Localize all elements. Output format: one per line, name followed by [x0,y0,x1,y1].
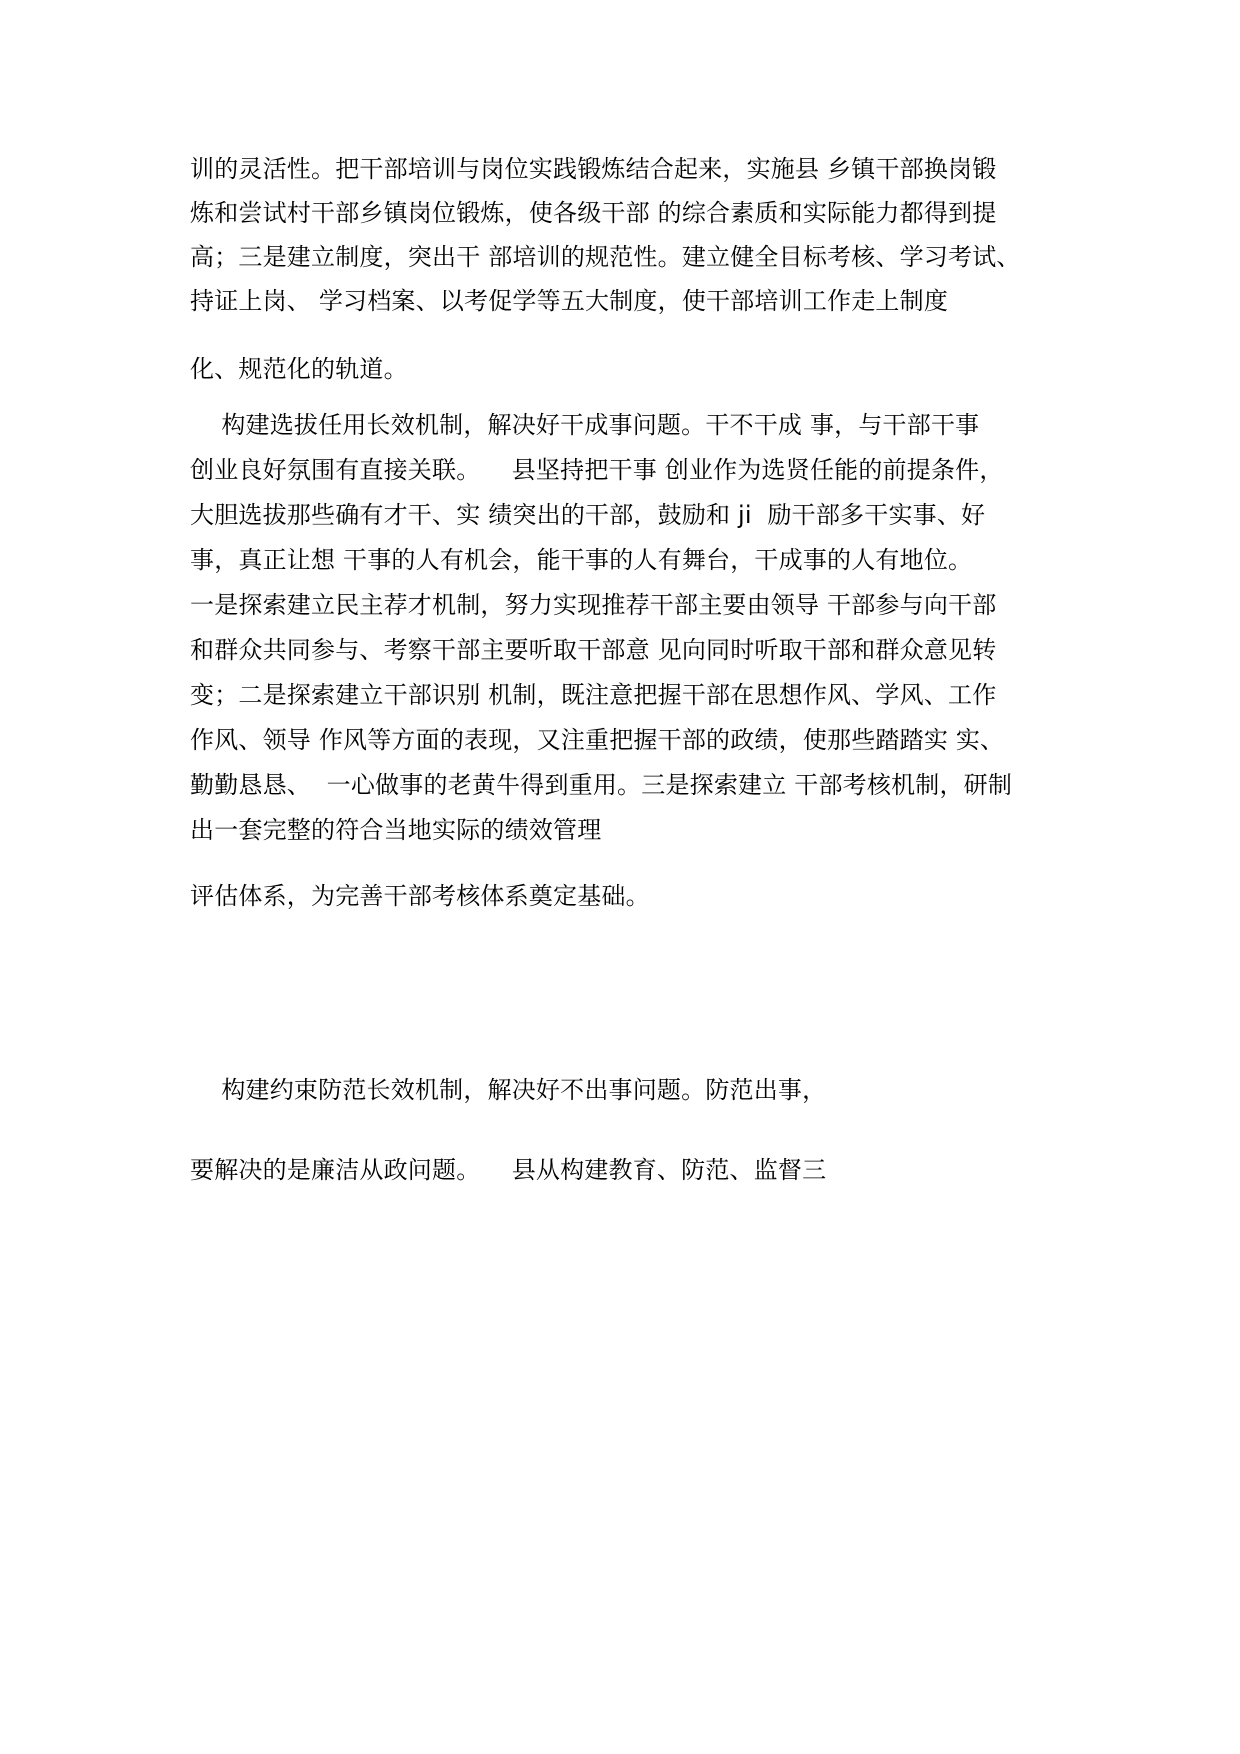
text-line: 勤勤恳恳、 一心做事的老黄牛得到重用。三是探索建立 干部考核机制，研制 [190,771,1013,799]
text-line: 高；三是建立制度，突出干 部培训的规范性。建立健全目标考核、学习考试、 [190,243,1021,271]
text-line: 评估体系，为完善干部考核体系奠定基础。 [190,882,650,910]
text-line: 大胆选拔那些确有才干、实 绩突出的干部，鼓励和 ji 励干部多干实事、好 [190,501,986,529]
text-line: 和群众共同参与、考察干部主要听取干部意 见向同时听取干部和群众意见转 [190,636,997,664]
text-line: 作风、领导 作风等方面的表现，又注重把握干部的政绩，使那些踏踏实 实、 [190,726,1005,754]
text-line: 变；二是探索建立干部识别 机制，既注意把握干部在思想作风、学风、工作 [190,681,997,709]
text-line: 化、规范化的轨道。 [190,355,408,383]
text-line: 要解决的是廉洁从政问题。 县从构建教育、防范、监督三 [190,1156,827,1184]
text-line: 一是探索建立民主荐才机制，努力实现推荐干部主要由领导 干部参与向干部 [190,591,997,619]
text-line: 持证上岗、 学习档案、以考促学等五大制度，使干部培训工作走上制度 [190,287,949,315]
text-line: 炼和尝试村干部乡镇岗位锻炼，使各级干部 的综合素质和实际能力都得到提 [190,199,997,227]
text-line: 训的灵活性。把干部培训与岗位实践锻炼结合起来，实施县 乡镇干部换岗锻 [190,155,997,183]
text-line: 创业良好氛围有直接关联。 县坚持把干事 创业作为选贤任能的前提条件， [190,456,1004,484]
text-line: 出一套完整的符合当地实际的绩效管理 [190,816,602,844]
text-line: 构建选拔任用长效机制，解决好干成事问题。干不干成 事，与干部干事 [190,411,980,439]
text-line: 事，真正让想 干事的人有机会，能干事的人有舞台，干成事的人有地位。 [190,546,973,574]
text-line: 构建约束防范长效机制，解决好不出事问题。防范出事， [190,1076,827,1104]
